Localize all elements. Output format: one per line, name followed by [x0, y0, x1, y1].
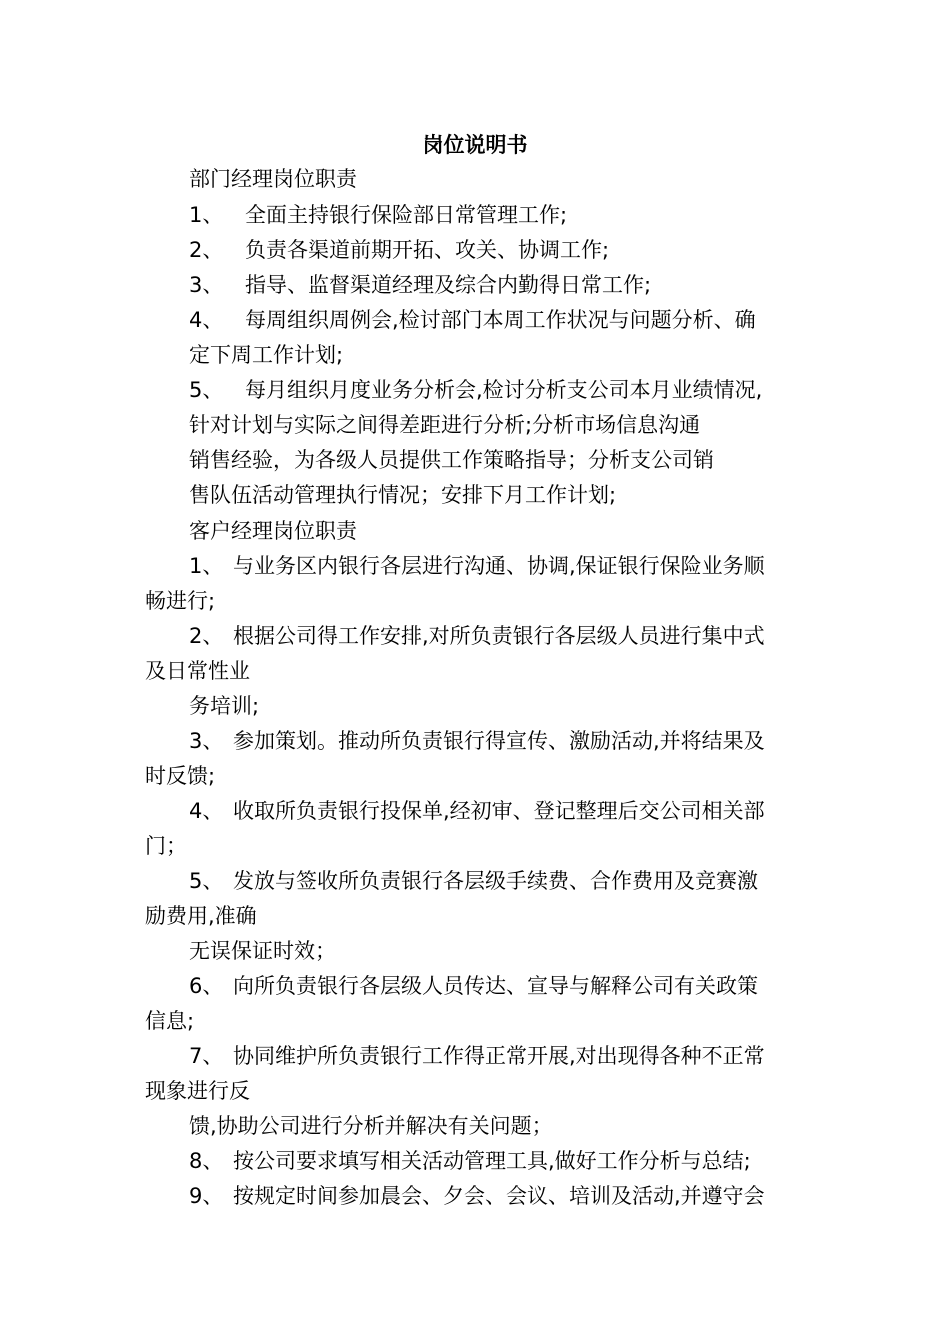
item-number: 6、: [189, 974, 224, 998]
item-wrap: 信息;: [145, 1009, 195, 1033]
item-wrap: 励费用,准确: [145, 904, 257, 928]
item-number: 2、: [189, 238, 224, 262]
list-item: [189, 270, 651, 300]
item-text: 按规定时间参加晨会、夕会、会议、培训及活动,并遵守会: [233, 1184, 765, 1208]
list-item: [189, 726, 765, 756]
item-continuation: 销售经验，为各级人员提供工作策略指导；分析支公司销: [189, 448, 714, 472]
item-text: 收取所负责银行投保单,经初审、登记整理后交公司相关部: [233, 799, 765, 823]
item-continuation: 馈,协助公司进行分析并解决有关问题；: [189, 1114, 553, 1138]
item-wrap: 时反馈;: [145, 764, 216, 788]
item-number: 9、: [189, 1184, 224, 1208]
list-item: [189, 866, 758, 896]
list-item: [189, 305, 756, 335]
item-wrap: 现象进行反: [145, 1079, 250, 1103]
list-item: [189, 235, 609, 265]
list-item: [189, 971, 758, 1001]
list-item: [189, 1146, 751, 1176]
item-number: 1、: [189, 554, 224, 578]
list-item: [189, 1041, 765, 1071]
item-number: 4、: [189, 308, 224, 332]
item-number: 5、: [189, 378, 224, 402]
item-text: 参加策划。推动所负责银行得宣传、激励活动,并将结果及: [233, 729, 765, 753]
list-item: [189, 796, 765, 826]
item-number: 5、: [189, 869, 224, 893]
item-text: 根据公司得工作安排,对所负责银行各层级人员进行集中式: [233, 624, 765, 648]
item-number: 8、: [189, 1149, 224, 1173]
section-heading: 客户经理岗位职责: [189, 519, 357, 543]
item-number: 3、: [189, 273, 224, 297]
item-number: 4、: [189, 799, 224, 823]
item-number: 1、: [189, 203, 224, 227]
item-text: 向所负责银行各层级人员传达、宣导与解释公司有关政策: [233, 974, 758, 998]
item-text: 全面主持银行保险部日常管理工作;: [245, 203, 568, 227]
item-text: 与业务区内银行各层进行沟通、协调,保证银行保险业务顺: [233, 554, 765, 578]
item-text: 负责各渠道前期开拓、攻关、协调工作;: [245, 238, 610, 262]
list-item: [189, 1181, 765, 1211]
item-number: 3、: [189, 729, 224, 753]
item-continuation: 定下周工作计划;: [189, 343, 344, 367]
page-title: 岗位说明书: [422, 133, 528, 157]
item-continuation: 务培训;: [189, 694, 260, 718]
item-continuation: 针对计划与实际之间得差距进行分析;分析市场信息沟通: [189, 413, 701, 437]
item-wrap: 门；: [145, 834, 187, 858]
list-item: [189, 621, 765, 651]
list-item: [189, 375, 762, 405]
item-number: 2、: [189, 624, 224, 648]
item-wrap: 及日常性业: [145, 659, 250, 683]
item-continuation: 售队伍活动管理执行情况；安排下月工作计划;: [189, 483, 617, 507]
item-text: 每周组织周例会,检讨部门本周工作状况与问题分析、确: [245, 308, 756, 332]
item-continuation: 无误保证时效；: [189, 939, 336, 963]
item-text: 协同维护所负责银行工作得正常开展,对出现得各种不正常: [233, 1044, 765, 1068]
section-heading: 部门经理岗位职责: [189, 167, 357, 191]
list-item: [189, 200, 567, 230]
item-wrap: 畅进行;: [145, 589, 216, 613]
item-text: 按公司要求填写相关活动管理工具,做好工作分析与总结;: [233, 1149, 751, 1173]
item-text: 发放与签收所负责银行各层级手续费、合作费用及竞赛激: [233, 869, 758, 893]
item-text: 每月组织月度业务分析会,检讨分析支公司本月业绩情况,: [245, 378, 763, 402]
list-item: [189, 551, 765, 581]
item-text: 指导、监督渠道经理及综合内勤得日常工作;: [245, 273, 652, 297]
item-number: 7、: [189, 1044, 224, 1068]
